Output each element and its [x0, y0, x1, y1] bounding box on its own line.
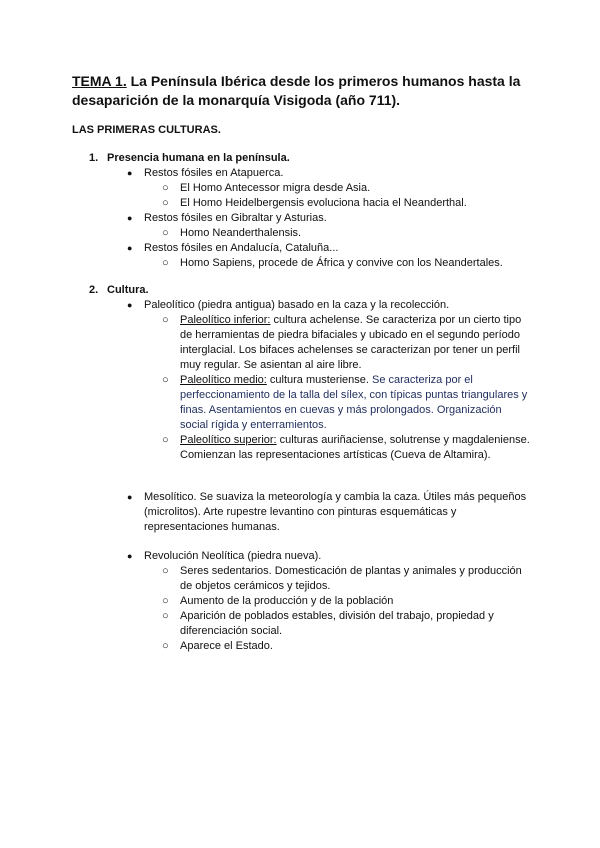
sub-bullet-item — [162, 226, 530, 241]
title-tema: TEMA 1. — [72, 73, 127, 89]
disc-bullet-icon: ● — [127, 492, 133, 502]
bullet-item — [127, 211, 527, 226]
circle-bullet-icon: ○ — [162, 640, 169, 652]
sub-bullet-item — [162, 564, 530, 594]
bullet-text: Revolución Neolítica (piedra nueva). — [144, 550, 322, 562]
sub-bullet-item — [162, 639, 530, 654]
section-heading: LAS PRIMERAS CULTURAS. — [72, 124, 221, 136]
circle-bullet-icon: ○ — [162, 434, 169, 446]
sub-bullet-item — [162, 373, 530, 433]
disc-bullet-icon: ● — [127, 213, 133, 223]
sub-bullet-text: Aparece el Estado. — [180, 640, 273, 652]
sub-bullet-item — [162, 609, 530, 639]
disc-bullet-icon: ● — [127, 243, 133, 253]
sub-bullet-text: Homo Neanderthalensis. — [180, 227, 302, 239]
document-title — [72, 72, 542, 110]
list-number: 1. — [89, 152, 99, 164]
list-label: Cultura. — [107, 284, 149, 296]
bullet-text: Restos fósiles en Andalucía, Cataluña... — [144, 242, 339, 254]
disc-bullet-icon: ● — [127, 551, 133, 561]
sub-bullet-text: Seres sedentarios. Domesticación de plantas y animales y producción de objetos cerámicos y tejidos. — [180, 565, 522, 592]
bullet-item — [127, 549, 527, 564]
sub-bullet-item — [162, 594, 530, 609]
list-item-1 — [89, 151, 290, 166]
sub-bullet-text: Homo Sapiens, procede de África y convive con los Neandertales. — [180, 257, 503, 269]
circle-bullet-icon: ○ — [162, 374, 169, 386]
paleolitico-superior-text: culturas auriñaciense, solutrense y magdaleniense. Comienzan las representaciones artísticas (Cueva de Altamira). — [180, 434, 530, 461]
sub-bullet-text: Aparición de poblados estables, división del trabajo, propiedad y diferenciación social. — [180, 610, 494, 637]
bullet-item — [127, 298, 527, 313]
sub-bullet-item — [162, 433, 530, 463]
circle-bullet-icon: ○ — [162, 227, 169, 239]
bullet-text: Restos fósiles en Gibraltar y Asturias. — [144, 212, 327, 224]
paleolitico-inferior-label: Paleolítico inferior: — [180, 314, 271, 326]
circle-bullet-icon: ○ — [162, 565, 169, 577]
list-number: 2. — [89, 284, 99, 296]
paleolitico-medio-text: cultura musteriense. — [266, 374, 369, 386]
sub-bullet-item — [162, 313, 530, 373]
bullet-item — [127, 490, 527, 535]
sub-bullet-item — [162, 181, 530, 196]
circle-bullet-icon: ○ — [162, 595, 169, 607]
bullet-text: Mesolítico. Se suaviza la meteorología y cambia la caza. Útiles más pequeños (microlitos). Arte rupestre levantino con pinturas esquemáticas y representaciones humanas. — [144, 491, 527, 533]
paleolitico-medio-text-blue: Se caracteriza por el perfeccionamiento de la talla del sílex, con típicas puntas triangulares y finas. Asentamientos en cuevas y más prolongados. Organización social rígida y enterramientos. — [180, 374, 528, 431]
bullet-text: Paleolítico (piedra antigua) basado en la caza y la recolección. — [144, 299, 450, 311]
disc-bullet-icon: ● — [127, 300, 133, 310]
paleolitico-superior-label: Paleolítico superior: — [180, 434, 277, 446]
list-item-2 — [89, 283, 149, 298]
sub-bullet-item — [162, 196, 530, 211]
bullet-item — [127, 241, 527, 256]
sub-bullet-text: Aumento de la producción y de la población — [180, 595, 394, 607]
circle-bullet-icon: ○ — [162, 314, 169, 326]
list-label: Presencia humana en la península. — [107, 152, 290, 164]
circle-bullet-icon: ○ — [162, 257, 169, 269]
sub-bullet-text: El Homo Heidelbergensis evoluciona hacia el Neanderthal. — [180, 197, 467, 209]
circle-bullet-icon: ○ — [162, 182, 169, 194]
paleolitico-medio-label: Paleolítico medio: — [180, 374, 267, 386]
sub-bullet-item — [162, 256, 530, 271]
sub-bullet-text: El Homo Antecessor migra desde Asia. — [180, 182, 371, 194]
circle-bullet-icon: ○ — [162, 610, 169, 622]
paleolitico-inferior-text: cultura achelense. Se caracteriza por un cierto tipo de herramientas de piedra bifaciales y ubicado en el segundo período interglacial. Los bifaces achelenses se caracterizan por tener un perfil muy regular. Se asientan al aire libre. — [180, 314, 522, 371]
circle-bullet-icon: ○ — [162, 197, 169, 209]
title-text: La Península Ibérica desde los primeros humanos hasta la desaparición de la monarquía Visigoda (año 711). — [72, 73, 521, 108]
bullet-item — [127, 166, 527, 181]
bullet-text: Restos fósiles en Atapuerca. — [144, 167, 284, 179]
disc-bullet-icon: ● — [127, 168, 133, 178]
